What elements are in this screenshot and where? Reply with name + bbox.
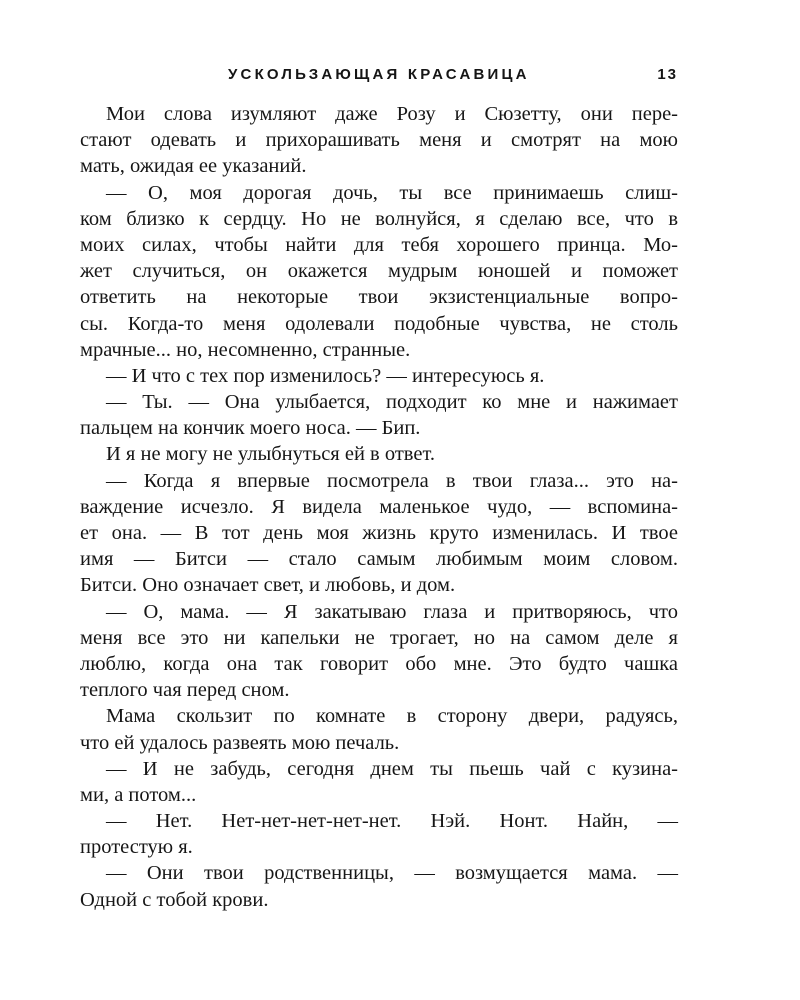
text-line: важдение исчезло. Я видела маленькое чудо, — вспомина- xyxy=(80,495,678,518)
text-line: Мои слова изумляют даже Розу и Сюзетту, они пере- xyxy=(106,103,678,125)
text-line: мать, ожидая ее указаний. xyxy=(80,155,307,178)
text-line: — И что с тех пор изменилось? — интересуюсь я. xyxy=(106,364,545,387)
text-line: что ей удалось развеять мою печаль. xyxy=(80,731,400,754)
text-line: — И не забудь, сегодня днем ты пьешь чай с кузина- xyxy=(106,757,678,780)
text-line: Мама скользит по комнате в сторону двери, радуясь, xyxy=(106,705,678,728)
text-line: пальцем на кончик моего носа. — Бип. xyxy=(80,417,421,440)
text-line: меня все это ни капельки не трогает, но на самом деле я xyxy=(80,626,678,649)
text-line: моих силах, чтобы найти для тебя хорошего принца. Мо- xyxy=(80,233,678,256)
text-line: — Когда я впервые посмотрела в твои глаза... это на- xyxy=(106,469,678,492)
text-line: И я не могу не улыбнуться ей в ответ. xyxy=(106,443,435,466)
text-line: — Ты. — Она улыбается, подходит ко мне и нажимает xyxy=(106,391,678,414)
text-line: ком близко к сердцу. Но не волнуйся, я сделаю все, что в xyxy=(80,207,678,230)
text-line: Битси. Оно означает свет, и любовь, и дом. xyxy=(80,574,456,597)
page-number: 13 xyxy=(657,66,678,83)
text-line: мрачные... но, несомненно, странные. xyxy=(80,338,411,361)
text-line: — О, моя дорогая дочь, ты все принимаешь слиш- xyxy=(106,181,678,204)
text-line: теплого чая перед сном. xyxy=(80,679,290,702)
text-line: жет случиться, он окажется мудрым юношей и поможет xyxy=(80,260,678,283)
running-header xyxy=(80,66,678,90)
text-line: — Нет. Нет-нет-нет-нет-нет. Нэй. Нонт. Найн, — xyxy=(106,810,678,833)
text-line: протестую я. xyxy=(80,836,193,859)
text-line: Одной с тобой крови. xyxy=(80,888,269,911)
text-line: ет она. — В тот день моя жизнь круто изменилась. И твое xyxy=(80,522,678,544)
body-text xyxy=(80,101,678,913)
chapter-title: УСКОЛЬЗАЮЩАЯ КРАСАВИЦА xyxy=(228,66,530,83)
text-line: люблю, когда она так говорит обо мне. Это будто чашка xyxy=(80,652,678,675)
text-line: — Они твои родственницы, — возмущается мама. — xyxy=(106,862,678,885)
text-line: ответить на некоторые твои экзистенциальные вопро- xyxy=(80,286,678,309)
text-line: имя — Битси — стало самым любимым моим словом. xyxy=(80,548,678,571)
text-line: ми, а потом... xyxy=(80,783,197,806)
text-line: — О, мама. — Я закатываю глаза и притворяюсь, что xyxy=(106,600,678,623)
text-line: сы. Когда-то меня одолевали подобные чувства, не столь xyxy=(80,312,678,335)
text-line: стают одевать и прихорашивать меня и смотрят на мою xyxy=(80,129,678,152)
